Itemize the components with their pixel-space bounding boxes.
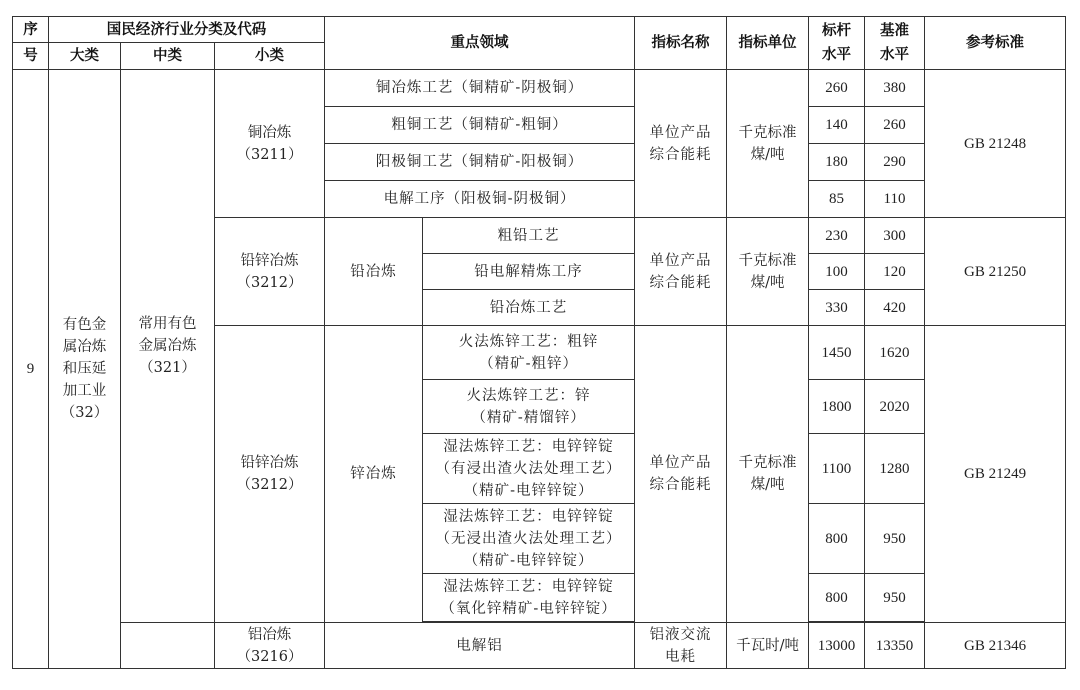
- baseline-cell: 950: [865, 574, 925, 622]
- aluminum-unit-cell: 千瓦时/吨: [727, 623, 809, 669]
- header-classification: 国民经济行业分类及代码: [49, 17, 325, 43]
- key-field-cell: 火法炼锌工艺：粗锌 （精矿-粗锌）: [423, 326, 635, 380]
- major-class-cell: 有色金 属冶炼 和压延 加工业 （32）: [49, 70, 121, 669]
- header-major: 大类: [49, 43, 121, 70]
- baseline-cell: 1280: [865, 434, 925, 504]
- benchmark-cell: 1800: [809, 380, 865, 434]
- key-field-cell: 粗铜工艺（铜精矿-粗铜）: [325, 107, 635, 144]
- baseline-cell: 300: [865, 218, 925, 254]
- lead-sub-cell: 铅冶炼: [325, 218, 423, 326]
- key-field-cell: 湿法炼锌工艺：电锌锌锭 （无浸出渣火法处理工艺） （精矿-电锌锌锭）: [423, 504, 635, 574]
- baseline-cell: 290: [865, 144, 925, 181]
- copper-standard-cell: GB 21248: [925, 70, 1066, 218]
- copper-minor-cell: 铜冶炼 （3211）: [215, 70, 325, 218]
- aluminum-minor-cell: 铝冶炼 （3216）: [215, 623, 325, 669]
- benchmark-cell: 330: [809, 290, 865, 326]
- baseline-cell: 13350: [865, 623, 925, 669]
- key-field-cell: 铅冶炼工艺: [423, 290, 635, 326]
- header-seq-top: 序: [13, 17, 49, 43]
- lead-minor-cell: 铅锌冶炼 （3212）: [215, 218, 325, 326]
- lead-unit-cell: 千克标准 煤/吨: [727, 218, 809, 326]
- baseline-cell: 260: [865, 107, 925, 144]
- benchmark-cell: 100: [809, 254, 865, 290]
- benchmark-cell: 800: [809, 574, 865, 622]
- baseline-cell: 120: [865, 254, 925, 290]
- key-field-cell: 电解工序（阳极铜-阴极铜）: [325, 181, 635, 218]
- zinc-standard-cell: GB 21249: [925, 326, 1066, 623]
- header-baseline: 基准 水平: [865, 17, 925, 70]
- benchmark-cell: 800: [809, 504, 865, 574]
- key-field-cell: 铅电解精炼工序: [423, 254, 635, 290]
- aluminum-standard-cell: GB 21346: [925, 623, 1066, 669]
- middle-class-empty-cell: [121, 623, 215, 669]
- zinc-unit-cell: 千克标准 煤/吨: [727, 326, 809, 623]
- header-seq-bottom: 号: [13, 43, 49, 70]
- header-benchmark: 标杆 水平: [809, 17, 865, 70]
- key-field-cell: 火法炼锌工艺：锌 （精矿-精馏锌）: [423, 380, 635, 434]
- baseline-cell: 380: [865, 70, 925, 107]
- header-minor: 小类: [215, 43, 325, 70]
- energy-benchmark-table: [12, 16, 1066, 669]
- key-field-cell: 湿法炼锌工艺：电锌锌锭 （有浸出渣火法处理工艺） （精矿-电锌锌锭）: [423, 434, 635, 504]
- baseline-cell: 420: [865, 290, 925, 326]
- zinc-minor-cell: 铅锌冶炼 （3212）: [215, 326, 325, 623]
- aluminum-indicator-cell: 铝液交流 电耗: [635, 623, 727, 669]
- key-field-cell: 阳极铜工艺（铜精矿-阳极铜）: [325, 144, 635, 181]
- benchmark-cell: 1450: [809, 326, 865, 380]
- baseline-cell: 1620: [865, 326, 925, 380]
- baseline-cell: 2020: [865, 380, 925, 434]
- lead-standard-cell: GB 21250: [925, 218, 1066, 326]
- key-field-cell: 湿法炼锌工艺：电锌锌锭 （氧化锌精矿-电锌锌锭）: [423, 574, 635, 622]
- benchmark-cell: 180: [809, 144, 865, 181]
- benchmark-cell: 260: [809, 70, 865, 107]
- header-reference: 参考标准: [925, 17, 1066, 70]
- key-field-cell: 铜冶炼工艺（铜精矿-阴极铜）: [325, 70, 635, 107]
- baseline-cell: 110: [865, 181, 925, 218]
- middle-class-cell: 常用有色 金属冶炼 （321）: [121, 70, 215, 623]
- copper-indicator-cell: 单位产品 综合能耗: [635, 70, 727, 218]
- benchmark-cell: 85: [809, 181, 865, 218]
- lead-indicator-cell: 单位产品 综合能耗: [635, 218, 727, 326]
- header-indicator-name: 指标名称: [635, 17, 727, 70]
- energy-benchmark-table-container: [12, 16, 1066, 669]
- benchmark-cell: 140: [809, 107, 865, 144]
- benchmark-cell: 13000: [809, 623, 865, 669]
- zinc-indicator-cell: 单位产品 综合能耗: [635, 326, 727, 623]
- header-key-field: 重点领域: [325, 17, 635, 70]
- key-field-cell: 粗铅工艺: [423, 218, 635, 254]
- zinc-sub-cell: 锌冶炼: [325, 326, 423, 623]
- benchmark-cell: 1100: [809, 434, 865, 504]
- copper-unit-cell: 千克标准 煤/吨: [727, 70, 809, 218]
- benchmark-cell: 230: [809, 218, 865, 254]
- table-row: [13, 623, 1066, 669]
- header-middle: 中类: [121, 43, 215, 70]
- header-row-1: [13, 17, 1066, 43]
- seq-cell: 9: [13, 70, 49, 669]
- header-indicator-unit: 指标单位: [727, 17, 809, 70]
- baseline-cell: 950: [865, 504, 925, 574]
- key-field-cell: 电解铝: [325, 623, 635, 669]
- table-row: [13, 70, 1066, 107]
